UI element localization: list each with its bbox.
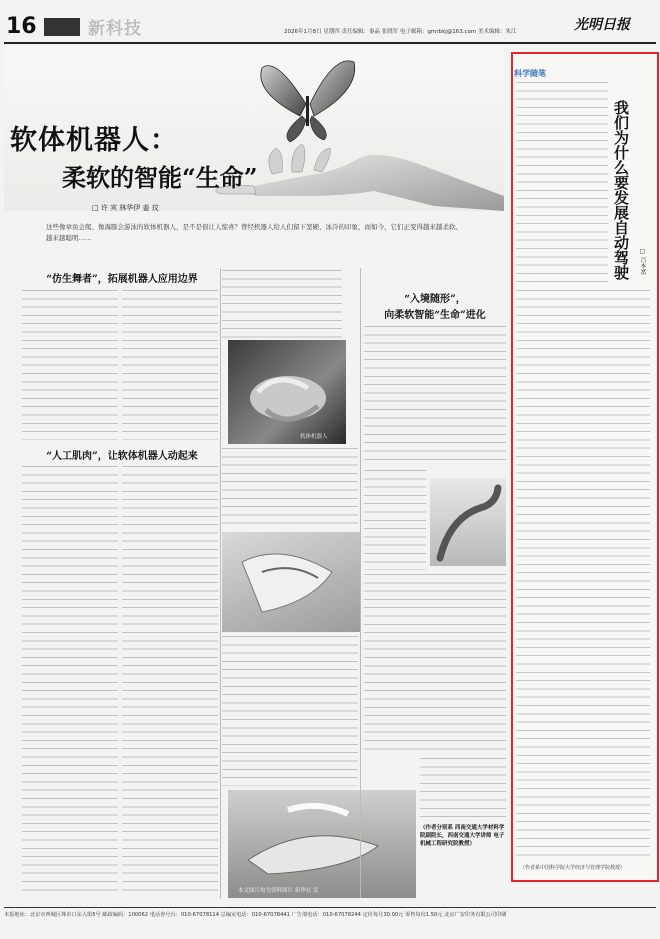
column-rule-1 (220, 268, 221, 898)
sidebar-text-top (516, 82, 608, 282)
subhead-bionic-dancer: “仿生舞者”，拓展机器人应用边界 (46, 274, 198, 285)
article-text-col5 (222, 270, 342, 340)
photo-soft-tentacle-illustration (430, 478, 506, 566)
photo-soft-robot-grip-illustration (228, 340, 346, 444)
photo-caption-2: 本文图片均为资料图片 新华社 发 (238, 888, 319, 894)
column-rule-2 (360, 268, 361, 898)
article-text-col11 (420, 758, 506, 818)
article-text-col2 (122, 290, 218, 440)
article-text-col9 (364, 470, 426, 570)
article-text-col4 (122, 466, 218, 894)
article-text-col8 (364, 326, 506, 466)
sidebar-title: 我们为什么要发展自动驾驶 (612, 100, 630, 280)
article-text-col1 (22, 290, 118, 440)
article-text-col7 (222, 636, 358, 786)
page-footer: 本报地址：北京市西城区珠市口东大街5号 邮政编码：100062 电话查号台：010-67078114 总编室电话：010-67078441 广告部电话：010-67078244 定价每月30.00元 零售每份1.50元 北京广安印务有限公司印刷 (4, 907, 656, 918)
section-title: 新科技 (88, 19, 142, 39)
sidebar-author: □ 吕本富 (639, 248, 646, 275)
subhead-adaptive-line1: “入境随形”， (404, 294, 466, 305)
feature-title-line2: 柔软的智能“生命” (62, 163, 258, 192)
sidebar-logo: 科学随笔 (514, 69, 546, 78)
photo-soft-gripper (222, 532, 360, 632)
masthead-logo: 光明日报 (574, 17, 630, 33)
page-header (0, 0, 660, 46)
feature-title-line1: 软体机器人： (10, 125, 178, 156)
photo-soft-robot-grip (228, 340, 346, 444)
subhead-adaptive-line2: 向柔软智能“生命”进化 (384, 310, 486, 321)
photo-robot-fish-illustration (228, 790, 416, 898)
header-bar (44, 18, 80, 36)
photo-caption-1: 软体机器人 (300, 434, 328, 440)
sidebar-text-body (516, 290, 650, 856)
photo-soft-tentacle (430, 478, 506, 566)
feature-lede: 这些像章鱼会爬、像海豚会游泳的软体机器人，是不是很让人惊喜？曾经机器人给人们留下坚硬、冰冷的印象，而如今，它们正变得越来越柔软、越来越聪明…… (46, 223, 462, 242)
article-text-col10 (364, 574, 506, 754)
author-note: （作者分别系 西南交通大学材料学院副院长，西南交通大学讲师 电子机械工程研究院教授） (420, 825, 505, 847)
page-number: 16 (6, 14, 37, 39)
subhead-artificial-muscle: “人工肌肉”，让软体机器人动起来 (46, 451, 198, 462)
issue-meta: 2026年1月8日 星期四 责任编辑：秦晶 张晓军 电子邮箱：gmrbkj@163.com 美术编辑：朱江 (284, 29, 517, 35)
photo-robot-fish (228, 790, 416, 898)
article-text-col6 (222, 448, 358, 528)
sidebar-footnote: （作者系中国科学院大学经济与管理学院教授） (520, 865, 626, 871)
header-rule (4, 42, 656, 44)
article-text-col3 (22, 466, 118, 894)
feature-bylines: □ 许 宾 林华伊 姜 玟 (92, 204, 159, 212)
photo-soft-gripper-illustration (222, 532, 360, 632)
